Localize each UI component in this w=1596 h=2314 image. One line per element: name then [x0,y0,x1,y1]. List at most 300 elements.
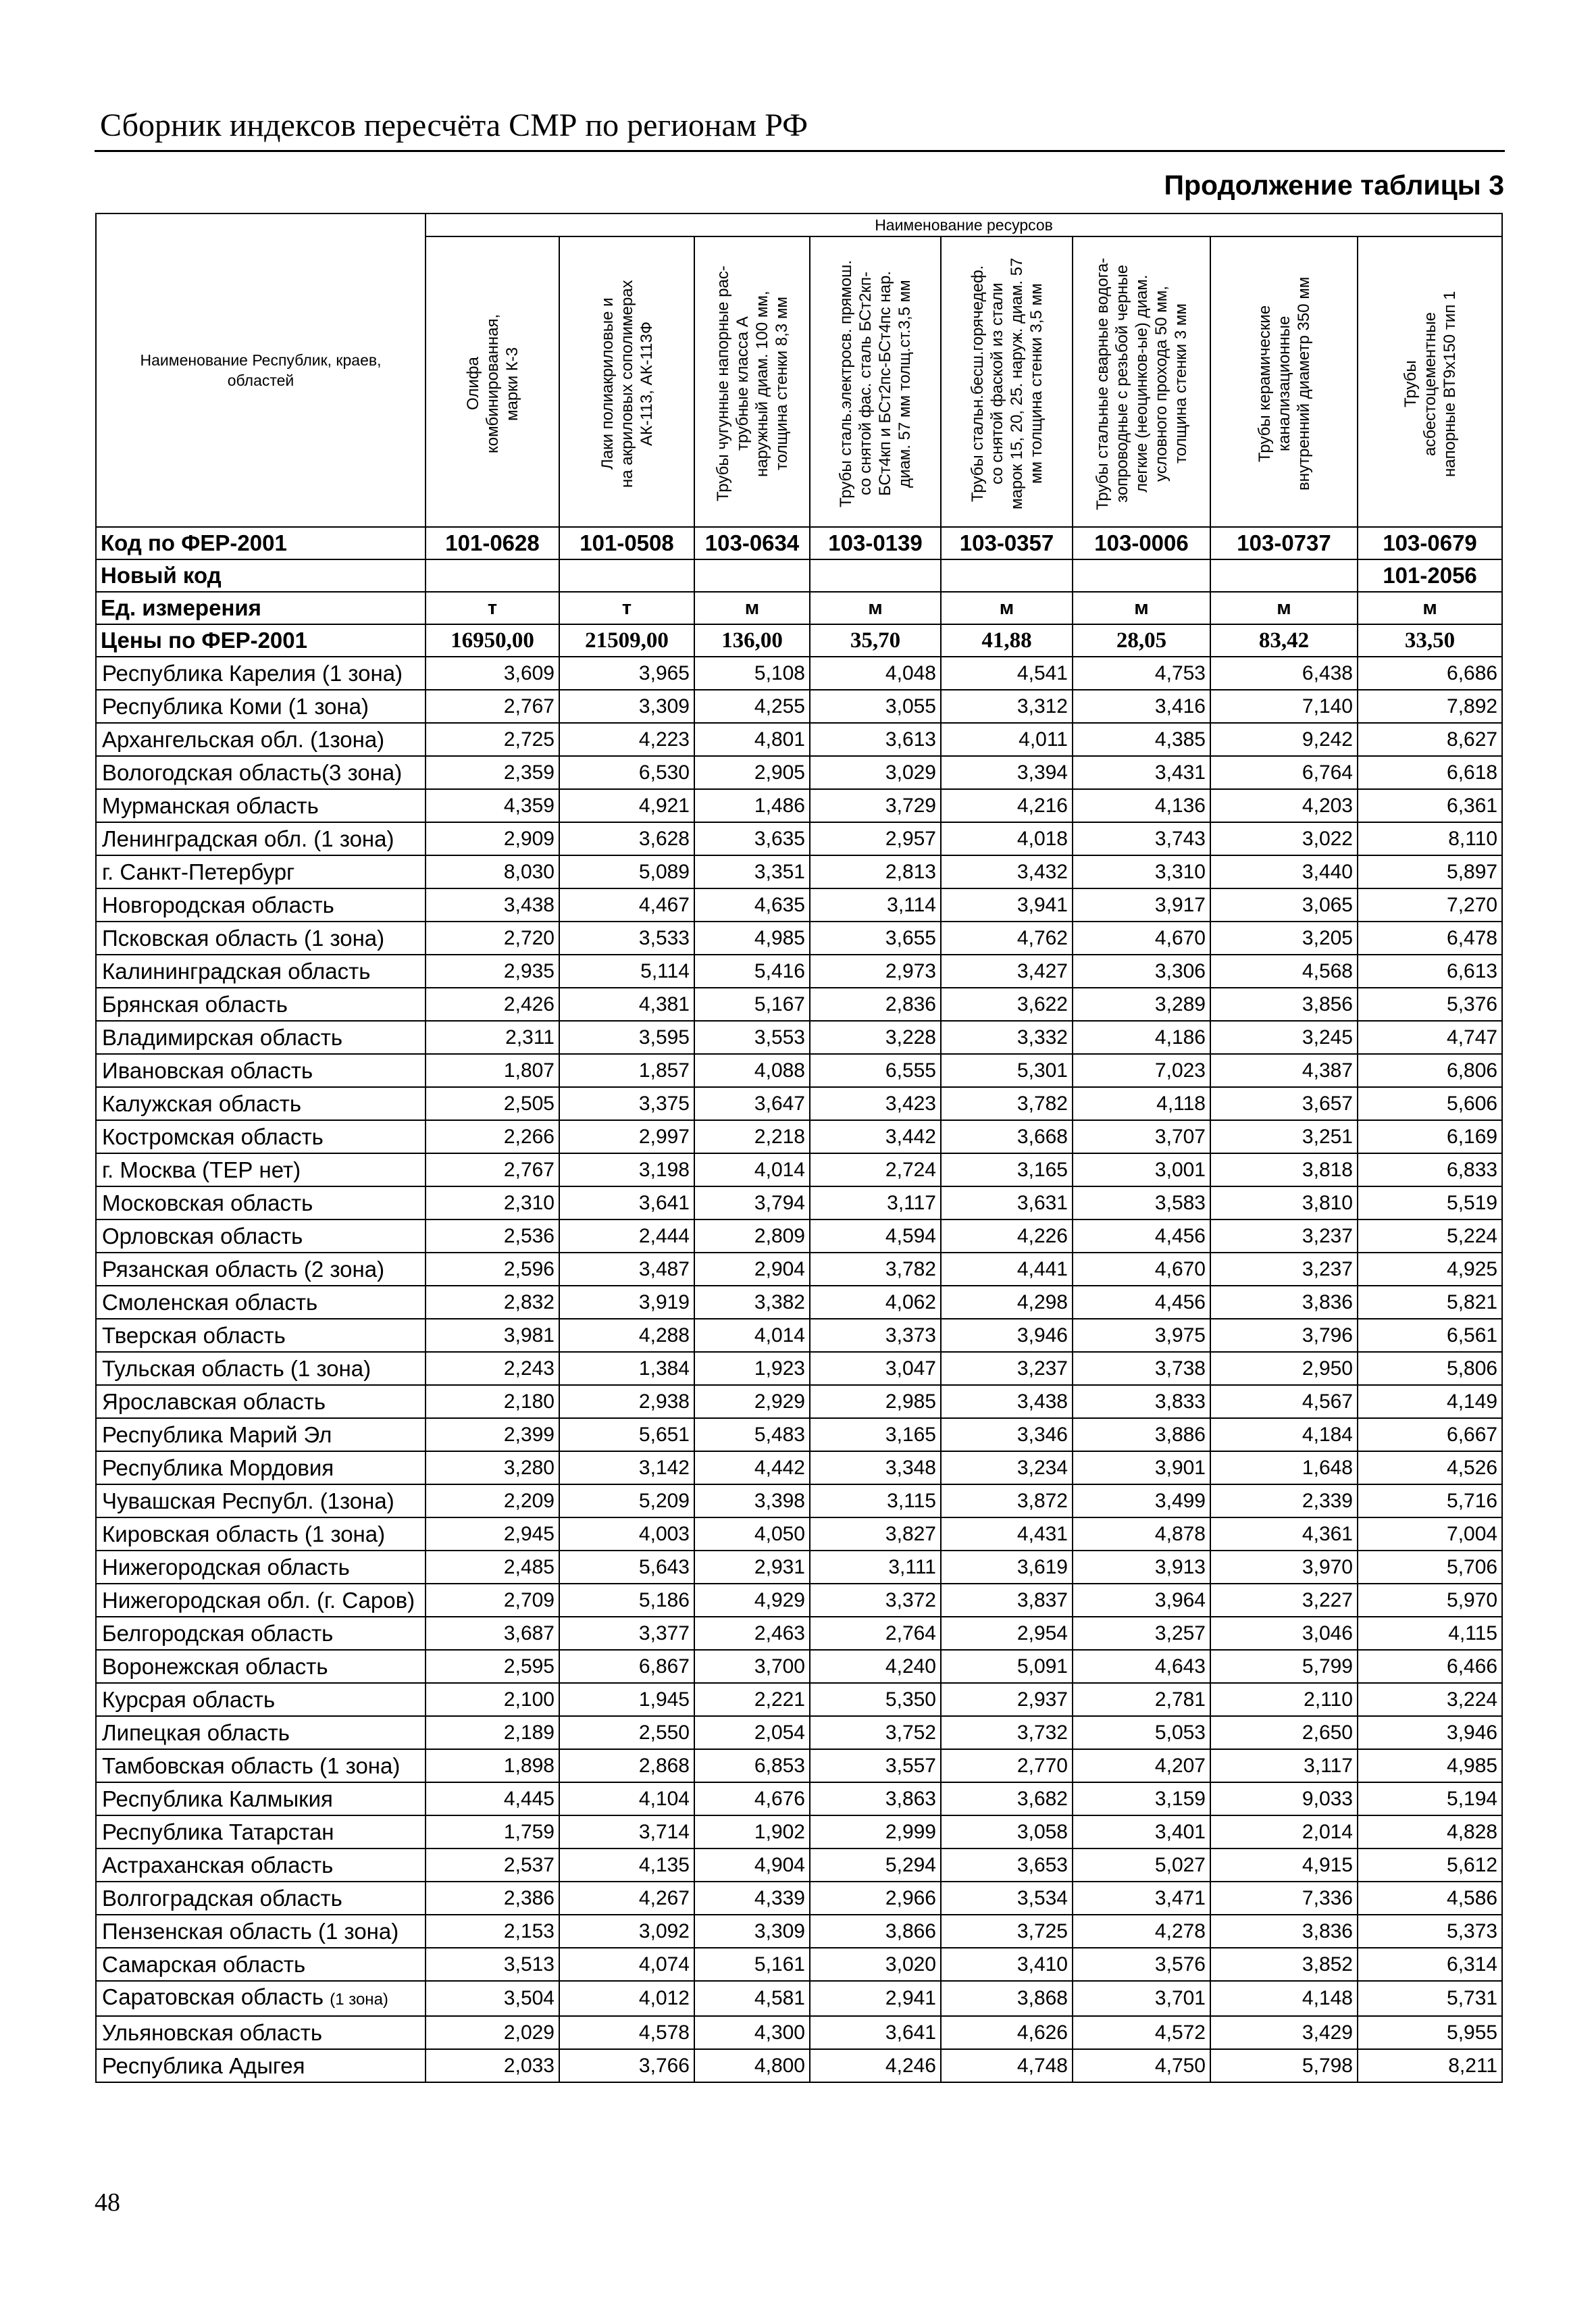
index-value: 4,526 [1358,1451,1502,1484]
table-row [96,1584,1502,1617]
resource-new-code [810,559,941,592]
index-value: 3,743 [1073,822,1210,855]
index-value: 6,466 [1358,1650,1502,1683]
region-name-text: Архангельская обл. (1зона) [102,726,385,752]
index-value: 4,635 [694,888,810,922]
resource-code: 101-0508 [559,527,694,559]
table-row [96,1551,1502,1584]
index-value: 5,897 [1358,855,1502,888]
table-row [96,1153,1502,1186]
index-value: 2,339 [1210,1484,1358,1517]
index-value: 4,467 [559,888,694,922]
region-name-text: Псковская область (1 зона) [102,925,385,951]
region-name-text: Рязанская область (2 зона) [102,1256,385,1282]
index-value: 3,237 [941,1352,1073,1385]
index-value: 2,209 [426,1484,559,1517]
index-value: 3,227 [1210,1584,1358,1617]
page-header-title: Сборник индексов пересчёта СМР по регионам РФ [100,107,808,143]
region-name-text: Белгородская область [102,1620,334,1646]
index-value: 2,399 [426,1418,559,1451]
region-name-text: Волгоградская область [102,1885,342,1911]
index-value: 3,348 [810,1451,941,1484]
region-name-text: Московская область [102,1190,313,1215]
region-name [96,855,426,888]
table-row [96,922,1502,955]
index-value: 4,643 [1073,1650,1210,1683]
table-row [96,1451,1502,1484]
index-value: 3,440 [1210,855,1358,888]
index-value: 3,442 [810,1120,941,1153]
index-value: 4,118 [1073,1087,1210,1120]
index-value: 2,904 [694,1253,810,1286]
index-value: 6,314 [1358,1948,1502,1981]
index-value: 4,921 [559,789,694,822]
index-value: 6,613 [1358,955,1502,988]
region-name-text: Чувашская Республ. (1зона) [102,1488,394,1513]
index-value: 3,553 [694,1021,810,1054]
region-column-header: Наименование Республик, краев, областей [96,213,426,527]
index-value: 3,377 [559,1617,694,1650]
index-value: 6,555 [810,1054,941,1087]
index-value: 6,867 [559,1650,694,1683]
index-value: 4,670 [1073,922,1210,955]
index-value: 3,613 [810,723,941,756]
region-name [96,1815,426,1848]
region-note: (1 зона) [330,1990,388,2009]
region-name-text: Республика Калмыкия [102,1786,333,1811]
index-value: 3,346 [941,1418,1073,1451]
region-name [96,1882,426,1915]
index-value: 3,289 [1073,988,1210,1021]
index-value: 2,054 [694,1716,810,1749]
index-value: 2,014 [1210,1815,1358,1848]
index-value: 4,339 [694,1882,810,1915]
index-value: 3,471 [1073,1882,1210,1915]
region-name [96,756,426,789]
region-name-text: Воронежская область [102,1653,328,1679]
index-value: 3,198 [559,1153,694,1186]
index-value: 4,904 [694,1848,810,1882]
index-value: 3,917 [1073,888,1210,922]
table-row [96,2016,1502,2049]
index-value: 2,595 [426,1650,559,1683]
index-value: 4,012 [559,1981,694,2016]
index-value: 2,725 [426,723,559,756]
index-value: 3,245 [1210,1021,1358,1054]
region-name [96,1517,426,1551]
index-value: 3,020 [810,1948,941,1981]
index-value: 3,513 [426,1948,559,1981]
resource-code: 103-0737 [1210,527,1358,559]
index-value: 4,074 [559,1948,694,1981]
region-name [96,1219,426,1253]
region-name-text: Калужская область [102,1090,302,1116]
index-value: 3,373 [810,1319,941,1352]
index-value: 3,534 [941,1882,1073,1915]
index-value: 3,752 [810,1716,941,1749]
index-value: 3,595 [559,1021,694,1054]
index-value: 4,586 [1358,1882,1502,1915]
index-value: 3,394 [941,756,1073,789]
index-value: 5,821 [1358,1286,1502,1319]
index-value: 5,806 [1358,1352,1502,1385]
region-name-text: Смоленская область [102,1289,318,1315]
index-value: 3,306 [1073,955,1210,988]
resource-name-text: Олифа комбинированная, марки К-3 [463,313,521,454]
index-value: 3,631 [941,1186,1073,1219]
resource-code: 103-0139 [810,527,941,559]
region-name-text: Владимирская область [102,1024,343,1050]
index-value: 7,140 [1210,690,1358,723]
resource-name-header [559,236,694,527]
index-value: 3,901 [1073,1451,1210,1484]
index-value: 4,062 [810,1286,941,1319]
region-name-text: Тульская область (1 зона) [102,1355,371,1381]
region-name [96,1120,426,1153]
region-name-text: Саратовская область [102,1984,324,2009]
index-value: 4,578 [559,2016,694,2049]
region-name-text: Астраханская область [102,1852,334,1878]
index-value: 3,700 [694,1650,810,1683]
index-value: 2,937 [941,1683,1073,1716]
resource-price: 83,42 [1210,624,1358,657]
index-value: 3,641 [810,2016,941,2049]
index-value: 3,886 [1073,1418,1210,1451]
table-row [96,1319,1502,1352]
index-value: 2,868 [559,1749,694,1782]
region-name [96,888,426,922]
index-value: 2,973 [810,955,941,988]
table-row [96,1021,1502,1054]
index-value: 2,935 [426,955,559,988]
table-row [96,1617,1502,1650]
index-value: 5,167 [694,988,810,1021]
index-value: 2,537 [426,1848,559,1882]
resource-new-code [694,559,810,592]
index-value: 4,136 [1073,789,1210,822]
index-value: 8,110 [1358,822,1502,855]
index-value: 5,970 [1358,1584,1502,1617]
region-name [96,2016,426,2049]
index-value: 5,955 [1358,2016,1502,2049]
index-value: 6,667 [1358,1418,1502,1451]
index-value: 4,246 [810,2049,941,2082]
index-value: 4,014 [694,1319,810,1352]
table-row [96,1815,1502,1848]
index-value: 2,832 [426,1286,559,1319]
index-value: 4,014 [694,1153,810,1186]
index-value: 3,410 [941,1948,1073,1981]
resource-new-code [559,559,694,592]
index-value: 3,382 [694,1286,810,1319]
table-row [96,888,1502,922]
index-value: 4,050 [694,1517,810,1551]
table-row [96,1915,1502,1948]
table-row [96,1683,1502,1716]
index-value: 5,731 [1358,1981,1502,2016]
resource-code: 103-0006 [1073,527,1210,559]
resource-new-code [1210,559,1358,592]
resource-name-text: Трубы керамические канализационные внутренний диаметр 350 мм [1255,276,1313,491]
index-value: 3,111 [810,1551,941,1584]
index-value: 6,478 [1358,922,1502,955]
index-value: 2,310 [426,1186,559,1219]
index-value: 5,294 [810,1848,941,1882]
resource-unit: м [1358,592,1502,624]
index-value: 4,441 [941,1253,1073,1286]
resource-name-header [1358,236,1502,527]
index-value: 3,619 [941,1551,1073,1584]
index-value: 5,161 [694,1948,810,1981]
index-value: 5,108 [694,657,810,690]
index-value: 3,224 [1358,1683,1502,1716]
region-name-text: Кировская область (1 зона) [102,1521,386,1546]
index-value: 4,186 [1073,1021,1210,1054]
index-value: 2,724 [810,1153,941,1186]
region-name [96,723,426,756]
index-value: 3,142 [559,1451,694,1484]
index-value: 4,267 [559,1882,694,1915]
index-value: 5,798 [1210,2049,1358,2082]
index-value: 3,794 [694,1186,810,1219]
index-value: 5,643 [559,1551,694,1584]
index-value: 4,359 [426,789,559,822]
index-value: 4,300 [694,2016,810,2049]
index-value: 3,332 [941,1021,1073,1054]
index-value: 4,572 [1073,2016,1210,2049]
table-row [96,1219,1502,1253]
resource-new-code [1073,559,1210,592]
index-value: 2,536 [426,1219,559,1253]
index-value: 3,533 [559,922,694,955]
region-name [96,1848,426,1882]
index-value: 4,915 [1210,1848,1358,1882]
index-value: 3,866 [810,1915,941,1948]
region-name-text: Самарская область [102,1951,306,1977]
index-value: 7,270 [1358,888,1502,922]
index-value: 4,088 [694,1054,810,1087]
region-name [96,1253,426,1286]
region-name [96,657,426,690]
index-value: 3,856 [1210,988,1358,1021]
table-row [96,1385,1502,1418]
region-name [96,1021,426,1054]
index-value: 3,913 [1073,1551,1210,1584]
index-value: 3,046 [1210,1617,1358,1650]
table-row [96,1484,1502,1517]
table-row [96,1286,1502,1319]
index-value: 8,627 [1358,723,1502,756]
index-value: 5,651 [559,1418,694,1451]
index-value: 2,029 [426,2016,559,2049]
index-value: 5,373 [1358,1915,1502,1948]
index-value: 3,234 [941,1451,1073,1484]
index-value: 3,725 [941,1915,1073,1948]
index-value: 4,381 [559,988,694,1021]
index-value: 2,550 [559,1716,694,1749]
page-number: 48 [95,2188,120,2217]
region-name-text: Республика Марий Эл [102,1422,332,1447]
index-value: 4,018 [941,822,1073,855]
index-value: 6,438 [1210,657,1358,690]
index-value: 4,361 [1210,1517,1358,1551]
index-value: 3,868 [941,1981,1073,2016]
index-value: 2,596 [426,1253,559,1286]
index-value: 5,186 [559,1584,694,1617]
index-value: 4,676 [694,1782,810,1815]
index-value: 4,929 [694,1584,810,1617]
region-name-text: Республика Карелия (1 зона) [102,660,403,686]
index-value: 6,530 [559,756,694,789]
index-value: 1,486 [694,789,810,822]
index-value: 4,003 [559,1517,694,1551]
index-value: 3,701 [1073,1981,1210,2016]
resource-code: 103-0357 [941,527,1073,559]
index-value: 5,376 [1358,988,1502,1021]
index-value: 3,117 [1210,1749,1358,1782]
region-name [96,1087,426,1120]
region-name [96,1650,426,1683]
index-value: 1,384 [559,1352,694,1385]
index-value: 3,022 [1210,822,1358,855]
index-value: 6,686 [1358,657,1502,690]
index-value: 5,209 [559,1484,694,1517]
index-value: 1,857 [559,1054,694,1087]
resource-name-text: Трубы асбестоцементные напорные ВТ9х150 тип 1 [1401,291,1459,477]
index-value: 3,115 [810,1484,941,1517]
region-name-text: Ленинградская обл. (1 зона) [102,826,394,851]
index-value: 4,298 [941,1286,1073,1319]
index-value: 7,023 [1073,1054,1210,1087]
index-value: 3,280 [426,1451,559,1484]
region-name-text: Костромская область [102,1124,324,1149]
table-row [96,1517,1502,1551]
table-row [96,1749,1502,1782]
table-row [96,855,1502,888]
index-value: 4,800 [694,2049,810,2082]
index-value: 2,767 [426,1153,559,1186]
index-value: 4,626 [941,2016,1073,2049]
table-row [96,1981,1502,2016]
index-value: 2,100 [426,1683,559,1716]
region-name-text: Ульяновская область [102,2019,323,2045]
resource-unit: м [694,592,810,624]
region-name [96,1749,426,1782]
region-name-text: Липецкая область [102,1719,290,1745]
index-value: 3,165 [810,1418,941,1451]
table-row [96,988,1502,1021]
index-value: 3,398 [694,1484,810,1517]
index-value: 2,485 [426,1551,559,1584]
region-name-text: Тверская область [102,1322,286,1348]
index-value: 3,438 [426,888,559,922]
index-value: 3,818 [1210,1153,1358,1186]
index-value: 2,764 [810,1617,941,1650]
table-continuation-label: Продолжение таблицы 3 [1164,170,1504,201]
table-row [96,822,1502,855]
index-value: 4,567 [1210,1385,1358,1418]
index-value: 2,650 [1210,1716,1358,1749]
index-value: 2,836 [810,988,941,1021]
index-value: 5,606 [1358,1087,1502,1120]
index-value: 5,519 [1358,1186,1502,1219]
index-value: 2,218 [694,1120,810,1153]
index-value: 2,999 [810,1815,941,1848]
index-value: 2,938 [559,1385,694,1418]
table-row [96,1650,1502,1683]
resource-price: 16950,00 [426,624,559,657]
index-value: 5,301 [941,1054,1073,1087]
index-value: 3,782 [941,1087,1073,1120]
index-value: 3,628 [559,822,694,855]
region-name [96,1484,426,1517]
index-value: 2,505 [426,1087,559,1120]
index-value: 4,184 [1210,1418,1358,1451]
index-value: 4,442 [694,1451,810,1484]
region-name [96,789,426,822]
index-value: 3,863 [810,1782,941,1815]
resource-code: 103-0679 [1358,527,1502,559]
index-value: 6,361 [1358,789,1502,822]
region-name-text: Мурманская область [102,793,319,818]
index-value: 3,657 [1210,1087,1358,1120]
index-value: 3,653 [941,1848,1073,1882]
index-value: 4,387 [1210,1054,1358,1087]
index-value: 3,251 [1210,1120,1358,1153]
index-value: 3,622 [941,988,1073,1021]
table-row [96,955,1502,988]
resource-name-header [941,236,1073,527]
index-value: 3,941 [941,888,1073,922]
index-value: 3,714 [559,1815,694,1848]
index-table [95,213,1503,2083]
index-value: 3,159 [1073,1782,1210,1815]
index-value: 2,110 [1210,1683,1358,1716]
index-value: 3,029 [810,756,941,789]
index-value: 4,748 [941,2049,1073,2082]
index-value: 5,416 [694,955,810,988]
table-row [96,723,1502,756]
table-row [96,690,1502,723]
index-value: 3,423 [810,1087,941,1120]
index-value: 7,892 [1358,690,1502,723]
index-value: 6,853 [694,1749,810,1782]
index-value: 3,205 [1210,922,1358,955]
index-value: 4,135 [559,1848,694,1882]
region-name [96,1584,426,1617]
region-name-text: Курсрая область [102,1686,276,1712]
index-value: 3,837 [941,1584,1073,1617]
region-name [96,690,426,723]
resource-name-header [1210,236,1358,527]
index-value: 5,091 [941,1650,1073,1683]
index-value: 1,945 [559,1683,694,1716]
index-value: 4,541 [941,657,1073,690]
index-value: 3,310 [1073,855,1210,888]
index-value: 2,957 [810,822,941,855]
index-value: 3,065 [1210,888,1358,922]
index-value: 6,618 [1358,756,1502,789]
index-value: 3,576 [1073,1948,1210,1981]
index-value: 5,706 [1358,1551,1502,1584]
region-name [96,1186,426,1219]
index-value: 2,189 [426,1716,559,1749]
index-value: 3,970 [1210,1551,1358,1584]
index-value: 2,770 [941,1749,1073,1782]
region-name-text: Новгородская область [102,892,334,917]
region-name-text: Нижегородская область [102,1554,350,1580]
table-row [96,789,1502,822]
